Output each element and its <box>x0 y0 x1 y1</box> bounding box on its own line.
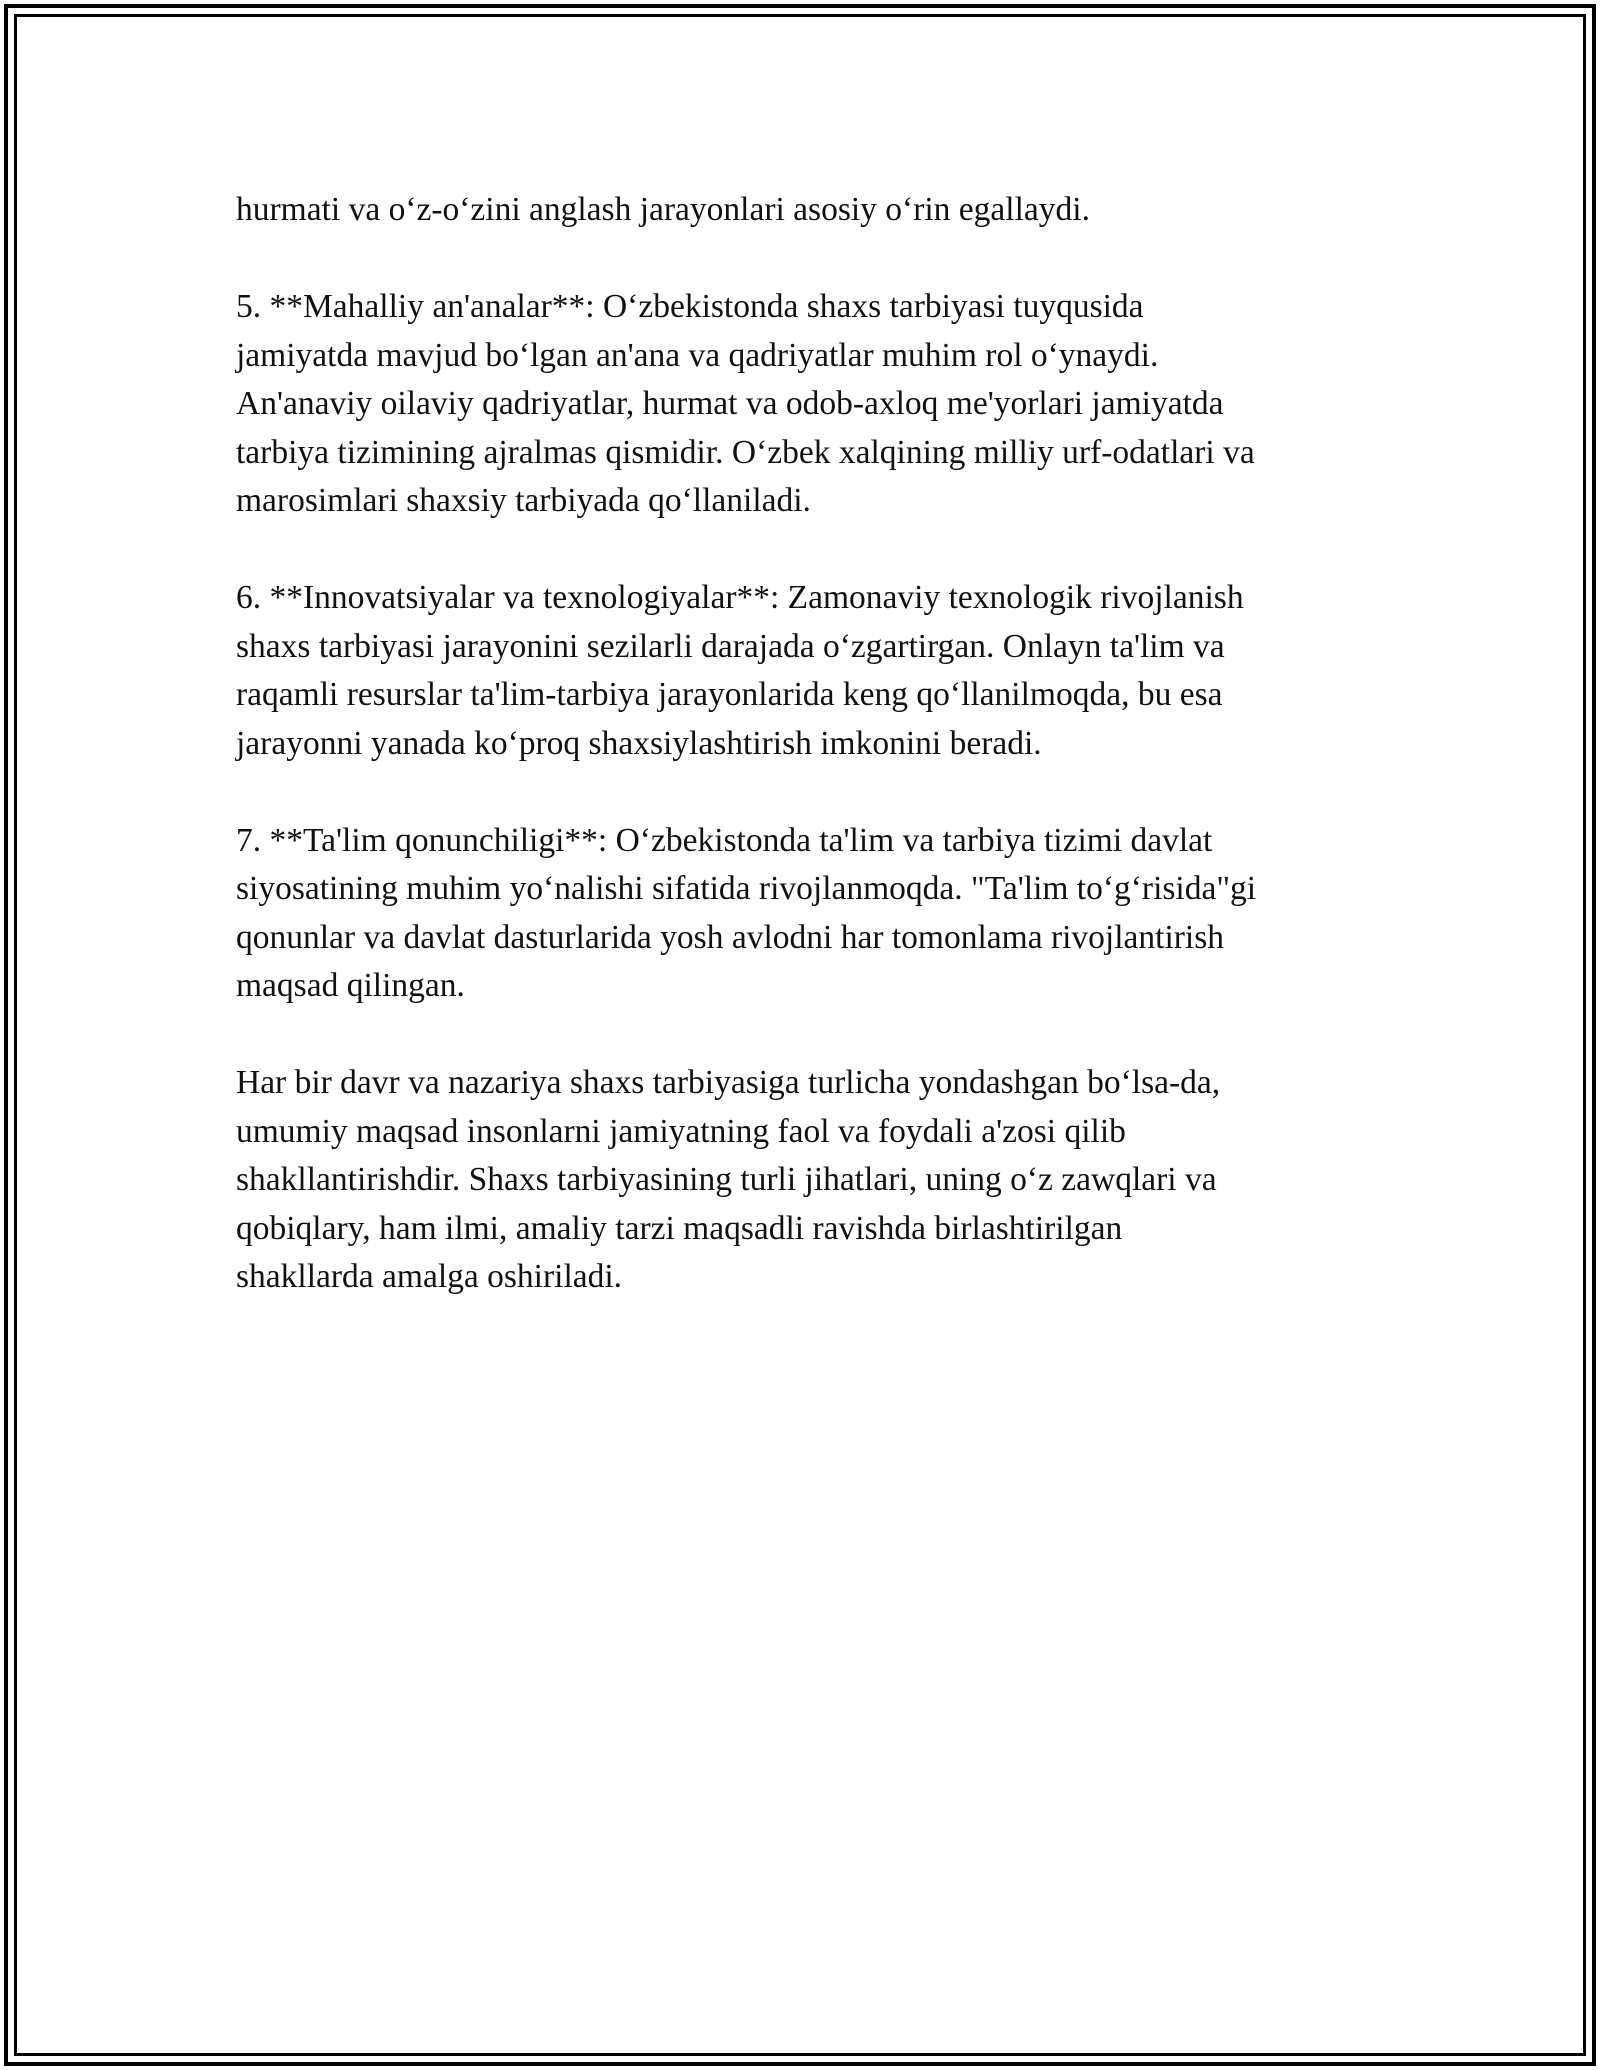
text-line: siyosatining muhim yo‘nalishi sifatida rivojlanmoqda. "Ta'lim to‘g‘risida"gi <box>236 870 1257 907</box>
text-line: marosimlari shaxsiy tarbiyada qo‘llaniladi. <box>236 482 811 519</box>
text-line: umumiy maqsad insonlarni jamiyatning faol va foydali a'zosi qilib <box>236 1112 1126 1150</box>
paragraph-continuation <box>236 186 1366 235</box>
text-line: tarbiya tizimining ajralmas qismidir. O‘zbek xalqining milliy urf-odatlari va <box>236 433 1255 471</box>
text-line: shaxs tarbiyasi jarayonini sezilarli darajada o‘zgartirgan. Onlayn ta'lim va <box>236 627 1225 665</box>
text-line: shakllantirishdir. Shaxs tarbiyasining turli jihatlari, uning o‘z zawqlari va <box>236 1161 1217 1198</box>
paragraph-local-traditions <box>236 283 1366 526</box>
paragraph-education-law <box>236 817 1366 1011</box>
text-line: jarayonni yanada ko‘proq shaxsiylashtirish imkonini beradi. <box>236 724 1042 762</box>
text-line: Har bir davr va nazariya shaxs tarbiyasiga turlicha yondashgan bo‘lsa-da, <box>236 1064 1221 1101</box>
text-line: qobiqlary, ham ilmi, amaliy tarzi maqsadli ravishda birlashtirilgan <box>236 1209 1123 1247</box>
paragraph-conclusion <box>236 1059 1366 1302</box>
document-body <box>236 186 1366 1350</box>
text-line: 5. **Mahalliy an'analar**: O‘zbekistonda shaxs tarbiyasi tuyqusida <box>236 288 1144 325</box>
text-line: raqamli resurslar ta'lim-tarbiya jarayonlarida keng qo‘llanilmoqda, bu esa <box>236 676 1223 713</box>
paragraph-innovations <box>236 574 1366 768</box>
text-line: An'anaviy oilaviy qadriyatlar, hurmat va odob-axloq me'yorlari jamiyatda <box>236 385 1224 422</box>
text-line: maqsad qilingan. <box>236 967 465 1004</box>
text-line: 7. **Ta'lim qonunchiligi**: O‘zbekistonda ta'lim va tarbiya tizimi davlat <box>236 821 1213 859</box>
text-line: hurmati va o‘z-o‘zini anglash jarayonlari asosiy o‘rin egallaydi. <box>236 191 1090 228</box>
text-line: jamiyatda mavjud bo‘lgan an'ana va qadriyatlar muhim rol o‘ynaydi. <box>236 336 1159 374</box>
text-line: 6. **Innovatsiyalar va texnologiyalar**: Zamonaviy texnologik rivojlanish <box>236 579 1244 616</box>
text-line: shakllarda amalga oshiriladi. <box>236 1258 623 1295</box>
text-line: qonunlar va davlat dasturlarida yosh avlodni har tomonlama rivojlantirish <box>236 918 1225 956</box>
